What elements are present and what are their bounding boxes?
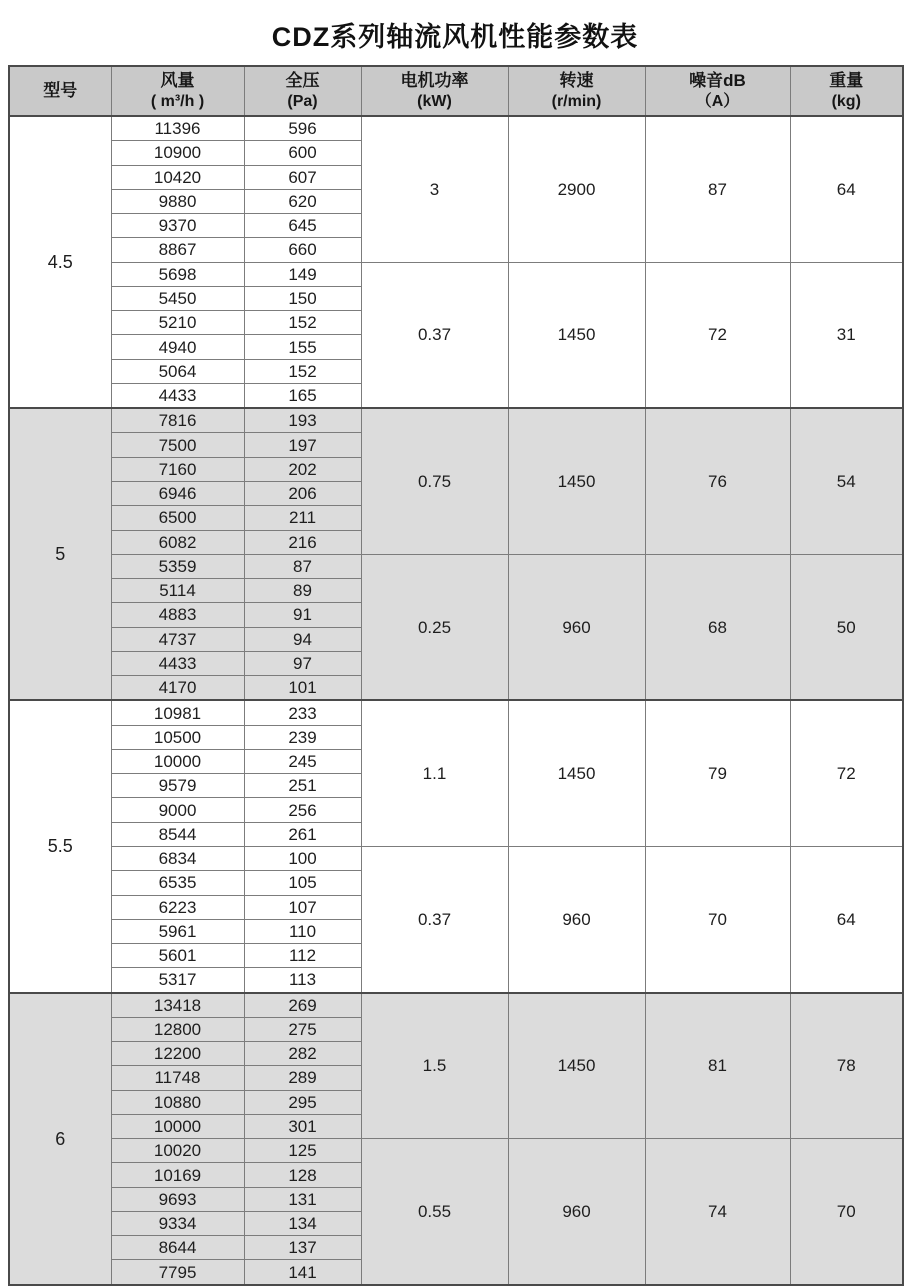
speed-cell: 1450 bbox=[508, 993, 645, 1139]
pressure-cell: 600 bbox=[244, 141, 361, 165]
pressure-cell: 101 bbox=[244, 676, 361, 701]
power-cell: 0.25 bbox=[361, 554, 508, 700]
speed-cell: 960 bbox=[508, 1139, 645, 1285]
pressure-cell: 155 bbox=[244, 335, 361, 359]
noise-cell: 81 bbox=[645, 993, 790, 1139]
airflow-cell: 6834 bbox=[111, 846, 244, 870]
pressure-cell: 152 bbox=[244, 359, 361, 383]
pressure-cell: 107 bbox=[244, 895, 361, 919]
column-header-label: 全压 bbox=[285, 71, 320, 91]
model-cell: 4.5 bbox=[9, 116, 111, 408]
speed-cell: 960 bbox=[508, 846, 645, 992]
weight-cell: 54 bbox=[790, 408, 903, 554]
speed-cell: 1450 bbox=[508, 262, 645, 408]
pressure-cell: 301 bbox=[244, 1114, 361, 1138]
airflow-cell: 4883 bbox=[111, 603, 244, 627]
column-header-label: 电机功率 bbox=[400, 71, 469, 91]
airflow-cell: 6223 bbox=[111, 895, 244, 919]
airflow-cell: 8644 bbox=[111, 1236, 244, 1260]
weight-cell: 72 bbox=[790, 700, 903, 846]
pressure-cell: 87 bbox=[244, 554, 361, 578]
airflow-cell: 10000 bbox=[111, 1114, 244, 1138]
pressure-cell: 112 bbox=[244, 944, 361, 968]
airflow-cell: 7500 bbox=[111, 433, 244, 457]
column-header-noise bbox=[645, 66, 790, 116]
airflow-cell: 12800 bbox=[111, 1017, 244, 1041]
pressure-cell: 113 bbox=[244, 968, 361, 993]
power-cell: 3 bbox=[361, 116, 508, 262]
power-cell: 0.37 bbox=[361, 846, 508, 992]
airflow-cell: 10500 bbox=[111, 725, 244, 749]
weight-cell: 64 bbox=[790, 116, 903, 262]
weight-cell: 78 bbox=[790, 993, 903, 1139]
pressure-cell: 282 bbox=[244, 1042, 361, 1066]
airflow-cell: 6946 bbox=[111, 481, 244, 505]
airflow-cell: 5210 bbox=[111, 311, 244, 335]
speed-cell: 2900 bbox=[508, 116, 645, 262]
airflow-cell: 7795 bbox=[111, 1260, 244, 1285]
pressure-cell: 607 bbox=[244, 165, 361, 189]
airflow-cell: 4433 bbox=[111, 383, 244, 408]
airflow-cell: 12200 bbox=[111, 1042, 244, 1066]
airflow-cell: 9370 bbox=[111, 214, 244, 238]
power-cell: 1.1 bbox=[361, 700, 508, 846]
power-cell: 0.75 bbox=[361, 408, 508, 554]
pressure-cell: 269 bbox=[244, 993, 361, 1018]
airflow-cell: 10981 bbox=[111, 700, 244, 725]
table-row bbox=[9, 993, 903, 1018]
pressure-cell: 165 bbox=[244, 383, 361, 408]
column-header-unit: (r/min) bbox=[551, 92, 602, 110]
power-cell: 0.37 bbox=[361, 262, 508, 408]
column-header-label: 风量 bbox=[160, 71, 195, 91]
table-header bbox=[9, 66, 903, 116]
airflow-cell: 5601 bbox=[111, 944, 244, 968]
column-header-airflow bbox=[111, 66, 244, 116]
pressure-cell: 620 bbox=[244, 189, 361, 213]
airflow-cell: 5317 bbox=[111, 968, 244, 993]
weight-cell: 64 bbox=[790, 846, 903, 992]
airflow-cell: 9334 bbox=[111, 1211, 244, 1235]
airflow-cell: 8867 bbox=[111, 238, 244, 262]
airflow-cell: 11748 bbox=[111, 1066, 244, 1090]
column-header-label: 重量 bbox=[829, 71, 864, 91]
fan-spec-table bbox=[8, 65, 904, 1286]
weight-cell: 50 bbox=[790, 554, 903, 700]
airflow-cell: 4940 bbox=[111, 335, 244, 359]
pressure-cell: 660 bbox=[244, 238, 361, 262]
airflow-cell: 5114 bbox=[111, 579, 244, 603]
pressure-cell: 275 bbox=[244, 1017, 361, 1041]
airflow-cell: 5961 bbox=[111, 919, 244, 943]
pressure-cell: 295 bbox=[244, 1090, 361, 1114]
airflow-cell: 4170 bbox=[111, 676, 244, 701]
pressure-cell: 100 bbox=[244, 846, 361, 870]
pressure-cell: 97 bbox=[244, 651, 361, 675]
table-body bbox=[9, 116, 903, 1285]
pressure-cell: 152 bbox=[244, 311, 361, 335]
column-header-power bbox=[361, 66, 508, 116]
pressure-cell: 89 bbox=[244, 579, 361, 603]
column-header-pressure bbox=[244, 66, 361, 116]
power-cell: 0.55 bbox=[361, 1139, 508, 1285]
noise-cell: 87 bbox=[645, 116, 790, 262]
airflow-cell: 6535 bbox=[111, 871, 244, 895]
noise-cell: 72 bbox=[645, 262, 790, 408]
pressure-cell: 105 bbox=[244, 871, 361, 895]
column-header-unit: (Pa) bbox=[287, 92, 318, 110]
column-header-unit: （A） bbox=[695, 92, 740, 110]
speed-cell: 1450 bbox=[508, 700, 645, 846]
airflow-cell: 8544 bbox=[111, 822, 244, 846]
airflow-cell: 9693 bbox=[111, 1187, 244, 1211]
weight-cell: 70 bbox=[790, 1139, 903, 1285]
pressure-cell: 128 bbox=[244, 1163, 361, 1187]
pressure-cell: 193 bbox=[244, 408, 361, 433]
pressure-cell: 251 bbox=[244, 774, 361, 798]
table-row bbox=[9, 846, 903, 870]
pressure-cell: 141 bbox=[244, 1260, 361, 1285]
pressure-cell: 137 bbox=[244, 1236, 361, 1260]
pressure-cell: 125 bbox=[244, 1139, 361, 1163]
airflow-cell: 5359 bbox=[111, 554, 244, 578]
column-header-label: 转速 bbox=[559, 71, 594, 91]
pressure-cell: 134 bbox=[244, 1211, 361, 1235]
airflow-cell: 10880 bbox=[111, 1090, 244, 1114]
column-header-unit: (kg) bbox=[831, 92, 861, 110]
pressure-cell: 91 bbox=[244, 603, 361, 627]
airflow-cell: 11396 bbox=[111, 116, 244, 141]
pressure-cell: 150 bbox=[244, 286, 361, 310]
model-cell: 5 bbox=[9, 408, 111, 700]
airflow-cell: 6500 bbox=[111, 506, 244, 530]
model-cell: 5.5 bbox=[9, 700, 111, 992]
table-row bbox=[9, 262, 903, 286]
table-row bbox=[9, 1139, 903, 1163]
airflow-cell: 5450 bbox=[111, 286, 244, 310]
airflow-cell: 9000 bbox=[111, 798, 244, 822]
pressure-cell: 149 bbox=[244, 262, 361, 286]
column-header-model bbox=[9, 66, 111, 116]
pressure-cell: 261 bbox=[244, 822, 361, 846]
pressure-cell: 256 bbox=[244, 798, 361, 822]
pressure-cell: 216 bbox=[244, 530, 361, 554]
page-title: CDZ系列轴流风机性能参数表 bbox=[271, 22, 639, 52]
power-cell: 1.5 bbox=[361, 993, 508, 1139]
table-row bbox=[9, 700, 903, 725]
noise-cell: 70 bbox=[645, 846, 790, 992]
airflow-cell: 9579 bbox=[111, 774, 244, 798]
noise-cell: 74 bbox=[645, 1139, 790, 1285]
pressure-cell: 645 bbox=[244, 214, 361, 238]
pressure-cell: 596 bbox=[244, 116, 361, 141]
airflow-cell: 7816 bbox=[111, 408, 244, 433]
noise-cell: 68 bbox=[645, 554, 790, 700]
weight-cell: 31 bbox=[790, 262, 903, 408]
pressure-cell: 245 bbox=[244, 749, 361, 773]
column-header-label: 型号 bbox=[43, 81, 78, 101]
airflow-cell: 6082 bbox=[111, 530, 244, 554]
airflow-cell: 13418 bbox=[111, 993, 244, 1018]
pressure-cell: 94 bbox=[244, 627, 361, 651]
noise-cell: 76 bbox=[645, 408, 790, 554]
airflow-cell: 10000 bbox=[111, 749, 244, 773]
table-row bbox=[9, 408, 903, 433]
pressure-cell: 211 bbox=[244, 506, 361, 530]
speed-cell: 1450 bbox=[508, 408, 645, 554]
pressure-cell: 206 bbox=[244, 481, 361, 505]
airflow-cell: 10900 bbox=[111, 141, 244, 165]
column-header-label: 噪音dB bbox=[689, 71, 746, 91]
airflow-cell: 10420 bbox=[111, 165, 244, 189]
table-row bbox=[9, 116, 903, 141]
column-header-weight bbox=[790, 66, 903, 116]
airflow-cell: 7160 bbox=[111, 457, 244, 481]
pressure-cell: 110 bbox=[244, 919, 361, 943]
pressure-cell: 202 bbox=[244, 457, 361, 481]
pressure-cell: 197 bbox=[244, 433, 361, 457]
speed-cell: 960 bbox=[508, 554, 645, 700]
airflow-cell: 5698 bbox=[111, 262, 244, 286]
airflow-cell: 4737 bbox=[111, 627, 244, 651]
airflow-cell: 10169 bbox=[111, 1163, 244, 1187]
column-header-unit: ( m³/h ) bbox=[150, 92, 205, 110]
airflow-cell: 5064 bbox=[111, 359, 244, 383]
airflow-cell: 9880 bbox=[111, 189, 244, 213]
pressure-cell: 131 bbox=[244, 1187, 361, 1211]
header-row bbox=[9, 66, 903, 116]
column-header-speed bbox=[508, 66, 645, 116]
pressure-cell: 233 bbox=[244, 700, 361, 725]
pressure-cell: 239 bbox=[244, 725, 361, 749]
airflow-cell: 4433 bbox=[111, 651, 244, 675]
pressure-cell: 289 bbox=[244, 1066, 361, 1090]
airflow-cell: 10020 bbox=[111, 1139, 244, 1163]
column-header-unit: (kW) bbox=[417, 92, 452, 110]
noise-cell: 79 bbox=[645, 700, 790, 846]
model-cell: 6 bbox=[9, 993, 111, 1285]
table-row bbox=[9, 554, 903, 578]
